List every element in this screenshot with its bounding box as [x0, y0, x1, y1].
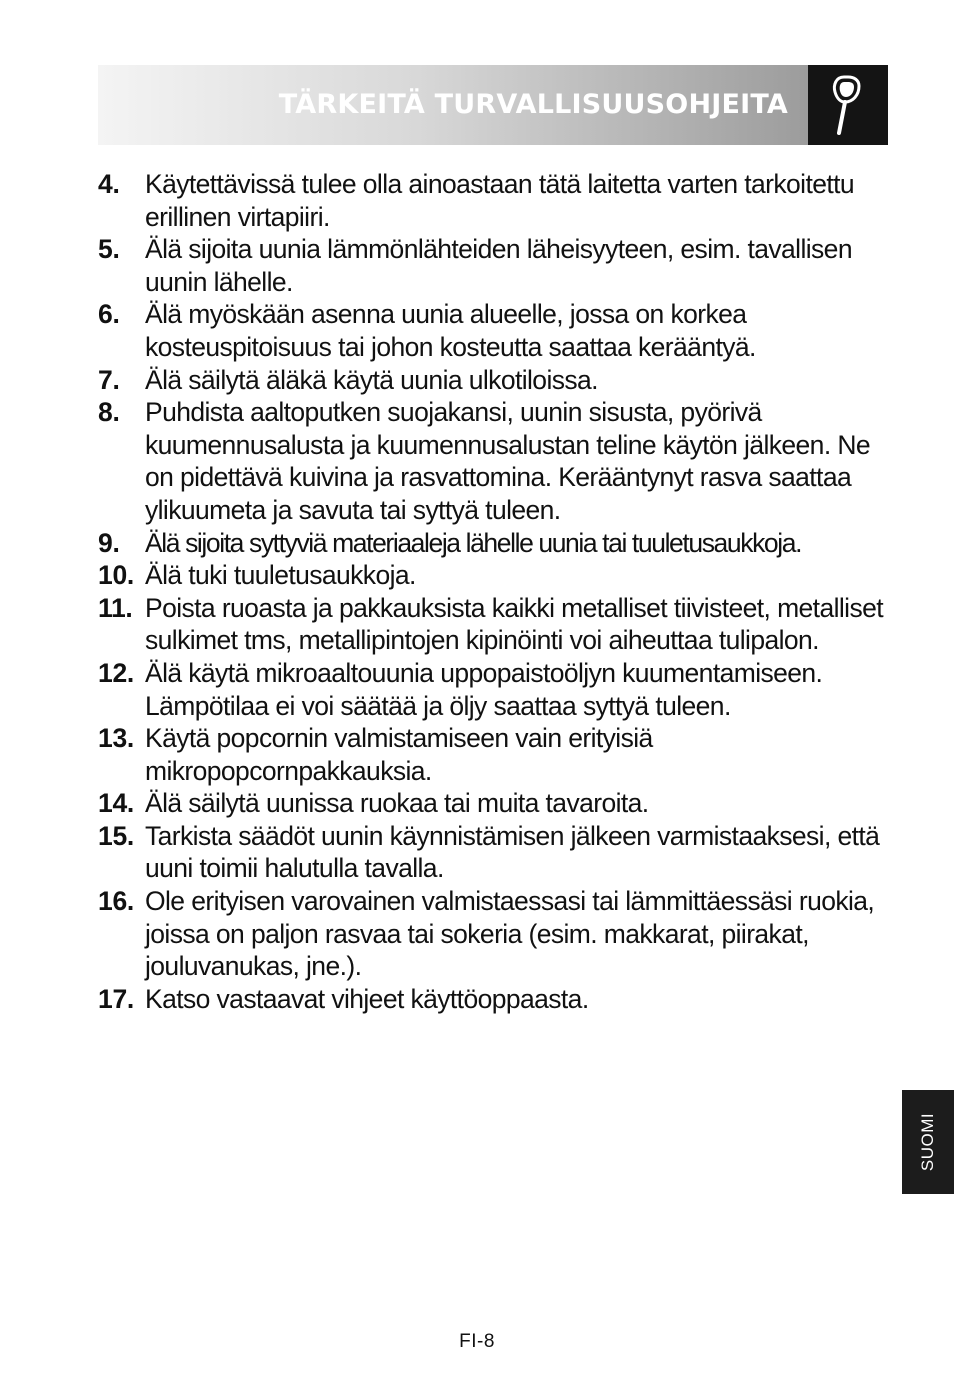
section-title: TÄRKEITÄ TURVALLISUUSOHJEITA	[278, 89, 788, 120]
item-text: Käytettävissä tulee olla ainoastaan tätä laitetta varten tarkoitettu erillinen virtapiiri.	[145, 169, 855, 232]
item-text: Älä säilytä äläkä käytä uunia ulkotiloissa.	[145, 364, 598, 395]
list-item	[98, 657, 888, 722]
item-text: Ole erityisen varovainen valmistaessasi tai lämmittäessäsi ruokia, joissa on paljon rasvaa tai sokeria (esim. makkarat, piirakat, jouluvanukas, jne.).	[145, 886, 875, 982]
item-text: Älä tuki tuuletusaukkoja.	[145, 560, 416, 591]
item-number: 13.	[98, 723, 134, 754]
list-item	[98, 298, 888, 363]
list-item	[98, 364, 888, 397]
list-item	[98, 527, 888, 560]
item-text: Älä sijoita uunia lämmönlähteiden läheisyyteen, esim. tavallisen uunin lähelle.	[145, 234, 852, 297]
list-item	[98, 592, 888, 657]
list-item	[98, 885, 888, 983]
item-text: Katso vastaavat vihjeet käyttöoppaasta.	[145, 983, 589, 1014]
list-item	[98, 233, 888, 298]
item-number: 12.	[98, 657, 134, 688]
safety-instructions-list	[98, 168, 888, 1015]
item-number: 10.	[98, 560, 134, 591]
item-text: Älä säilytä uunissa ruokaa tai muita tavaroita.	[145, 788, 649, 819]
item-number: 9.	[98, 527, 120, 558]
list-item	[98, 787, 888, 820]
item-text: Älä myöskään asenna uunia alueelle, jossa on korkea kosteuspitoisuus tai johon kosteutta saattaa kerääntyä.	[145, 299, 756, 362]
item-number: 14.	[98, 788, 134, 819]
item-text: Älä käytä mikroaaltouunia uppopaistoöljyn kuumentamiseen. Lämpötilaa ei voi säätää ja öljy saattaa syttyä tuleen.	[145, 657, 823, 721]
list-item	[98, 559, 888, 592]
caution-icon-box	[808, 65, 888, 145]
section-header	[98, 65, 808, 145]
item-number: 16.	[98, 886, 134, 917]
item-text: Poista ruoasta ja pakkauksista kaikki metalliset tiivisteet, metalliset sulkimet tms, metallipintojen kipinöinti voi aiheuttaa tulipalon.	[145, 592, 883, 656]
item-number: 5.	[98, 234, 120, 265]
list-item	[98, 820, 888, 885]
page-number: FI-8	[459, 1331, 495, 1352]
list-item	[98, 722, 888, 787]
item-text: Tarkista säädöt uunin käynnistämisen jälkeen varmistaaksesi, että uuni toimii halutulla tavalla.	[145, 820, 880, 884]
exclamation-caution-icon	[830, 75, 866, 135]
language-label: SUOMI	[918, 1112, 937, 1172]
item-text: Käytä popcornin valmistamiseen vain erityisiä mikropopcornpakkauksia.	[145, 723, 653, 786]
list-item	[98, 396, 888, 526]
item-number: 6.	[98, 299, 120, 330]
item-number: 15.	[98, 820, 134, 851]
item-number: 17.	[98, 983, 134, 1014]
item-number: 4.	[98, 169, 120, 199]
item-number: 7.	[98, 364, 120, 395]
list-item	[98, 983, 888, 1016]
list-item	[98, 168, 888, 233]
item-text: Puhdista aaltoputken suojakansi, uunin sisusta, pyörivä kuumennusalusta ja kuumennusalustan teline käytön jälkeen. Ne on pidettävä kuivina ja rasvattomina. Kerääntynyt rasva saattaa ylikuumeta ja savuta tai syttyä tuleen.	[145, 397, 871, 525]
item-text: Älä sijoita syttyviä materiaaleja lähelle uunia tai tuuletusaukkoja.	[145, 527, 802, 558]
item-number: 11.	[98, 592, 133, 623]
language-tab	[902, 1090, 954, 1194]
item-number: 8.	[98, 397, 120, 428]
